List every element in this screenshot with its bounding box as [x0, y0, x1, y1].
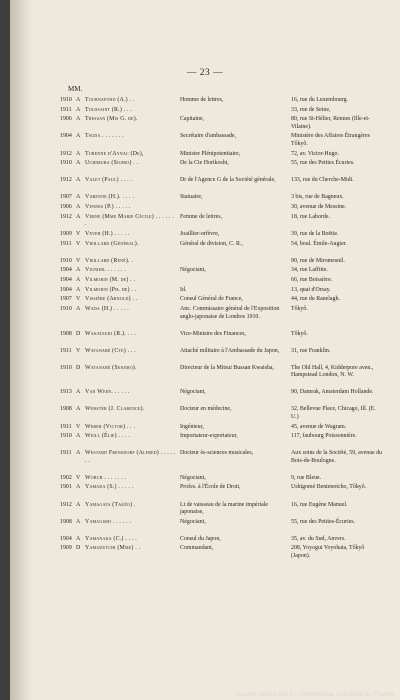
- member-row: [10, 519, 400, 536]
- member-row: [10, 267, 400, 277]
- member-profession: Profes. à l'École de Droit,: [180, 484, 241, 491]
- member-name: Yamagishi . . . . . .: [85, 518, 132, 525]
- member-name: Varenne (H.). . . . .: [85, 194, 135, 201]
- member-year: 1910: [60, 257, 72, 264]
- member-profession: Capitaine,: [180, 116, 205, 123]
- member-address: 30, avenue de Messine.: [291, 204, 347, 211]
- member-name: Van Ween. . . . . .: [85, 389, 130, 396]
- member-address: The Old Hall, 4, Kidderpore aven., Hampstead London, N. W.: [291, 364, 374, 379]
- member-grade: V: [76, 474, 81, 481]
- member-row: [10, 258, 400, 268]
- member-profession: Anc. Commissaire général de l'Exposition anglo-japonaise de Londres 1910.: [180, 306, 280, 320]
- member-row: [10, 133, 400, 150]
- member-name: Vilmorin (M. de) . .: [85, 277, 136, 284]
- member-name: Yamanaka (C.) . . . .: [85, 535, 137, 542]
- member-year: 1912: [60, 213, 72, 220]
- member-grade: A: [76, 177, 81, 184]
- member-row: [10, 424, 400, 434]
- member-address: 133, rue du Cherche-Midi.: [291, 177, 354, 184]
- member-year: 1910: [60, 160, 72, 167]
- member-grade: A: [76, 389, 81, 396]
- member-year: 1906: [60, 204, 72, 211]
- member-address: 55, rue des Petites-Écuries.: [291, 518, 355, 525]
- member-year: 1908: [60, 330, 72, 337]
- member-name: Yamada (S.) . . . . .: [85, 484, 134, 491]
- member-profession: Négociant,: [180, 389, 206, 396]
- member-address: 90, rue de Miromesnil.: [291, 257, 345, 264]
- member-name: Yamagata (Takéo) .: [85, 501, 136, 508]
- member-name: Vever (H.) . . . . .: [85, 230, 130, 237]
- member-address: 44, rue du Ranelagh.: [291, 296, 340, 303]
- member-year: 1902: [60, 474, 72, 481]
- member-address: 117, faubourg Poissonnière.: [291, 433, 357, 440]
- member-year: 1907: [60, 296, 72, 303]
- member-address: 34, rue Laffitte.: [291, 267, 328, 274]
- member-name: Tournafond (A.) . .: [85, 97, 135, 103]
- member-address: Tôkyô.: [291, 306, 308, 313]
- member-grade: A: [76, 150, 81, 157]
- member-profession: Attaché militaire à l'Ambassade du Japon,: [180, 347, 280, 354]
- member-address: 35, av. du Sud, Anvers.: [291, 535, 346, 542]
- member-row: [10, 116, 400, 133]
- member-grade: A: [76, 406, 81, 413]
- member-grade: D: [76, 364, 81, 371]
- member-name: Tressan (Mis G. de).: [85, 116, 138, 123]
- member-year: 1910: [60, 364, 72, 371]
- member-grade: A: [76, 213, 81, 220]
- member-profession: Consul Général de France,: [180, 296, 243, 303]
- member-profession: Consul du Japon,: [180, 535, 221, 542]
- member-profession: Ingénieur,: [180, 423, 204, 430]
- member-profession: Docteur ès-sciences musicales,: [180, 450, 254, 457]
- member-name: Vennes (P.) . . . . .: [85, 204, 131, 211]
- member-year: 1909: [60, 545, 72, 552]
- member-year: 1911: [60, 347, 72, 354]
- member-profession: Commandant,: [180, 545, 214, 552]
- member-address: 32, Bellevue Place, Chicago, Ill. (E. U.): [291, 406, 376, 420]
- member-name: Vissière (Arnold) . .: [85, 296, 138, 303]
- member-grade: A: [76, 518, 81, 525]
- member-name: Verne (Mme Marie Cécile) . . . . . . .: [85, 213, 174, 228]
- member-profession: Id.: [180, 286, 187, 293]
- member-grade: A: [76, 160, 81, 167]
- member-profession: Directeur de la Mitsui Bussan Kwaisha,: [180, 364, 274, 371]
- member-row: [10, 194, 400, 204]
- member-row: [10, 241, 400, 258]
- member-row: [10, 151, 400, 161]
- member-address: 31, rue Franklin.: [291, 347, 331, 354]
- member-grade: A: [76, 277, 81, 284]
- member-name: Vilmorin (Ph. de) . .: [85, 286, 137, 293]
- member-address: 90, Damrak, Amsterdam Hollande.: [291, 389, 374, 396]
- page-number: — 23 —: [186, 68, 224, 78]
- member-grade: A: [76, 306, 81, 313]
- member-row: [10, 331, 400, 348]
- member-profession: Homme de lettres,: [180, 97, 224, 103]
- member-profession: Statuaire,: [180, 194, 203, 201]
- member-address: 66, rue Boissière.: [291, 277, 333, 284]
- member-row: [10, 433, 400, 450]
- member-grade: A: [76, 267, 81, 274]
- member-row: [10, 545, 400, 562]
- member-grade: A: [76, 450, 81, 457]
- member-name: Webster (J. Clarence).: [85, 406, 145, 413]
- member-row: [10, 484, 400, 501]
- member-address: 9, rue Bleue.: [291, 474, 322, 481]
- member-address: 39, rue de la Boëtie.: [291, 230, 339, 237]
- member-name: Uchimura (Sojiro) . .: [85, 160, 139, 167]
- member-name: Wakatsuki (R.). . . .: [85, 330, 136, 337]
- member-address: Ushigomé Bentenotcho, Tôkyô.: [291, 484, 367, 491]
- member-address: 3 bis, rue de Bagneux.: [291, 194, 344, 201]
- member-grade: A: [76, 97, 81, 103]
- member-profession: Négociant,: [180, 474, 206, 481]
- member-year: 1912: [60, 501, 72, 508]
- member-grade: V: [76, 230, 81, 237]
- member-address: 16, rue du Luxembourg.: [291, 97, 348, 103]
- member-profession: Docteur en médecine,: [180, 406, 232, 413]
- member-grade: A: [76, 204, 81, 211]
- member-row: [10, 406, 400, 423]
- member-grade: V: [76, 240, 81, 247]
- member-row: [10, 107, 400, 117]
- member-row: [10, 277, 400, 287]
- member-address: 55, rue des Petites Écuries.: [291, 160, 355, 167]
- member-year: 1911: [60, 450, 72, 457]
- member-name: Yamadutchi (Mme) . .: [85, 545, 141, 552]
- member-profession: Importateur-exportateur,: [180, 433, 238, 440]
- member-profession: Ministre Plénipotentiaire,: [180, 150, 241, 157]
- member-profession: Femme de lettres,: [180, 213, 223, 220]
- member-row: [10, 348, 400, 365]
- member-name: Watanabé (Cte) . . .: [85, 347, 136, 354]
- member-year: 1906: [60, 116, 72, 123]
- member-name: Weill (Élie) . . . .: [85, 433, 131, 440]
- member-address: 208, Yoyogui Yoyohata, Tôkyô (Japon).: [291, 545, 365, 559]
- member-row: [10, 296, 400, 306]
- member-profession: Secrétaire d'ambassade,: [180, 133, 237, 140]
- member-name: Vieillard (René). .: [85, 257, 134, 264]
- member-grade: A: [76, 194, 81, 201]
- member-year: 1911: [60, 423, 72, 430]
- member-name: Weber (Victor) . . .: [85, 423, 136, 430]
- member-row: [10, 287, 400, 297]
- member-year: 1911: [60, 240, 72, 247]
- member-address: 45, avenue de Wagram.: [291, 423, 347, 430]
- member-name: Toussaint (R.) . . .: [85, 106, 133, 113]
- member-profession: Général de division, C. R.,: [180, 240, 243, 247]
- member-year: 1901: [60, 484, 72, 491]
- section-heading: MM.: [68, 85, 83, 93]
- member-profession: De la Cie Horikoshi,: [180, 160, 229, 167]
- member-profession: Négociant,: [180, 518, 206, 525]
- member-row: [10, 214, 400, 231]
- member-row: [10, 536, 400, 546]
- member-grade: A: [76, 116, 81, 123]
- member-row: [10, 389, 400, 406]
- member-address: 16, rue Eugène Manuel.: [291, 501, 348, 508]
- member-address: 72, av. Victor-Hugo.: [291, 150, 339, 157]
- member-year: 1907: [60, 194, 72, 201]
- member-row: [10, 97, 400, 107]
- member-name: Valet (Paul) . . . .: [85, 177, 133, 184]
- member-address: 13, quai d'Orsay.: [291, 286, 331, 293]
- member-profession: Lt de vaisseau de la marine impériale japonaise,: [180, 501, 268, 515]
- member-address: Aux soins de la Société, 59, avenue du Bois-de-Boulogne.: [291, 450, 383, 464]
- member-grade: A: [76, 433, 81, 440]
- member-grade: A: [76, 535, 81, 542]
- source-credit: Source gallica.bnf.fr / Bibliothèque nationale de France: [236, 691, 394, 698]
- member-profession: Négociant,: [180, 267, 206, 274]
- member-year: 1910: [60, 97, 72, 103]
- member-row: [10, 177, 400, 194]
- member-list: [10, 97, 400, 563]
- member-grade: A: [76, 106, 81, 113]
- member-grade: V: [76, 423, 81, 430]
- member-row: [10, 365, 400, 390]
- member-address: 80, rue St-Hélier, Rennes (Ille-et-Vilaine).: [291, 116, 370, 130]
- member-address: 54, boul. Émile-Augier.: [291, 240, 347, 247]
- member-year: 1910: [60, 433, 72, 440]
- member-name: Worch . . . . . . .: [85, 474, 127, 481]
- member-year: 1912: [60, 150, 72, 157]
- member-profession: Dr de l'Agence G de la Société générale,: [180, 177, 276, 184]
- member-address: Tôkyô.: [291, 330, 308, 337]
- member-name: Wada (H.) . . . . .: [85, 306, 129, 313]
- member-grade: D: [76, 330, 81, 337]
- member-year: 1908: [60, 518, 72, 525]
- member-grade: A: [76, 133, 81, 140]
- member-year: 1908: [60, 406, 72, 413]
- member-profession: Vice-Ministre des Finances,: [180, 330, 246, 337]
- member-row: [10, 160, 400, 177]
- member-address: 33, rue de Seine,: [291, 106, 331, 113]
- member-name: Westard Frensdorf (Alfred) . . . . . . .: [85, 450, 176, 464]
- member-year: 1912: [60, 177, 72, 184]
- member-name: Watanabé (Senjiro).: [85, 364, 137, 371]
- member-grade: V: [76, 257, 81, 264]
- member-row: [10, 502, 400, 519]
- member-row: [10, 450, 400, 475]
- member-year: 1904: [60, 133, 72, 140]
- member-profession: Joaillier-orfèvre,: [180, 230, 220, 237]
- member-name: Tsuda . . . . . . .: [85, 133, 124, 140]
- member-grade: D: [76, 545, 81, 552]
- member-grade: V: [76, 296, 81, 303]
- member-row: [10, 231, 400, 241]
- member-row: [10, 306, 400, 331]
- member-year: 1913: [60, 389, 72, 396]
- member-name: Turenne d'Aynac (De),: [85, 150, 144, 157]
- member-grade: A: [76, 501, 81, 508]
- member-name: Vignier. . . . . . .: [85, 267, 126, 274]
- member-year: 1904: [60, 535, 72, 542]
- member-name: Vieillard (Général).: [85, 240, 139, 247]
- member-grade: V: [76, 347, 81, 354]
- member-grade: A: [76, 484, 81, 491]
- member-row: [10, 204, 400, 214]
- member-grade: A: [76, 286, 81, 293]
- member-year: 1904: [60, 267, 72, 274]
- member-year: 1911: [60, 106, 72, 113]
- member-year: 1904: [60, 277, 72, 284]
- member-year: 1904: [60, 286, 72, 293]
- member-address: 18, rue Laborde.: [291, 213, 330, 220]
- member-year: 1909: [60, 230, 72, 237]
- document-page: [10, 0, 400, 700]
- member-address: Ministère des Affaires Étrangères Tôkyô.: [291, 133, 370, 147]
- member-year: 1910: [60, 306, 72, 313]
